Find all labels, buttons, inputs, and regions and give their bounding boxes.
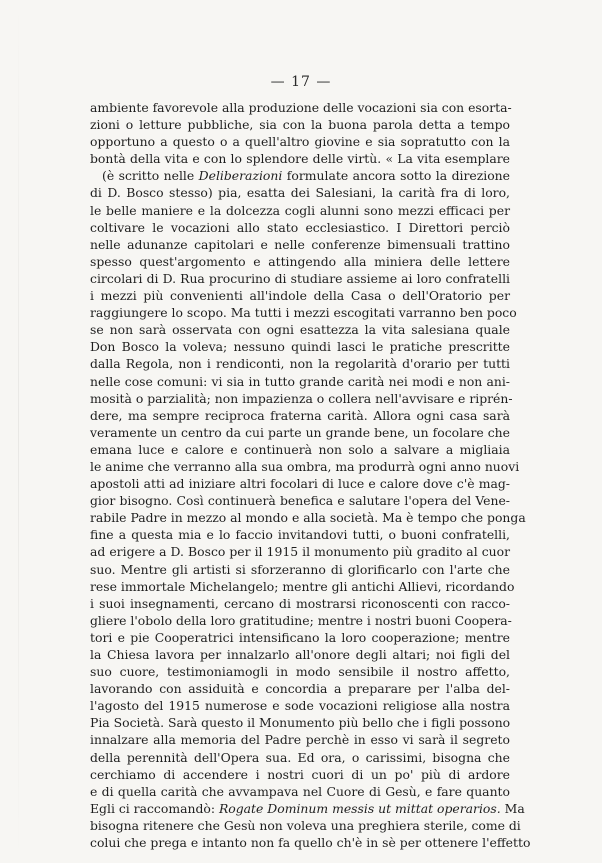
text-line: l'agosto del 1915 numerose e sode vocazioni religiose alla nostra [90,698,510,714]
page-edge-shadow [18,0,19,863]
text-line: zioni o letture pubbliche, sia con la buona parola detta a tempo [90,117,510,133]
text-line: spesso quest'argomento e attingendo alla miniera delle lettere [90,253,510,269]
text-line: della perennità dell'Opera sua. Ed ora, o carissimi, bisogna che [90,749,510,765]
text-line: i mezzi più convenienti all'indole della Casa o dell'Oratorio per [90,288,510,304]
text-line: la Chiesa lavora per innalzarlo all'onore degli altari; noi figli del [90,647,510,662]
text-line: di D. Bosco stesso) pia, esatta dei Salesiani, la carità fra di loro, [90,185,510,201]
text-line: Pia Società. Sarà questo il Monumento più bello che i figli possono [90,715,511,731]
text-line: gior bisogno. Così continuerà benefica e salutare l'opera del Vene- [90,493,510,509]
text-line: bisogna ritenere che Gesù non voleva una preghiera sterile, come di [90,817,521,833]
text-line: bontà della vita e con lo splendore delle virtù. « La vita esemplare [90,151,510,167]
text-line: fine a questa mia e lo faccio invitandovi tutti, o buoni confratelli, [90,527,510,543]
text-line: se non sarà osservata con ogni esattezza la vita salesiana quale [90,322,510,338]
text-line: ad erigere a D. Bosco per il 1915 il monumento più gradito al cuor [90,544,510,560]
text-line: le belle maniere e la dolcezza cogli alunni sono mezzi efficaci per [90,202,510,218]
text-line: innalzare alla memoria del Padre perchè in esso vi sarà il segreto [90,732,510,748]
text-line: le anime che verranno alla sua ombra, ma produrrà ogni anno nuovi [90,458,520,474]
text-line: cerchiamo di accendere i nostri cuori di un po' più di ardore [90,766,510,782]
text-line: dere, ma sempre reciproca fraterna carità. Allora ogni casa sarà [90,407,510,423]
body-text [90,99,531,851]
text-line: circolari di D. Rua procurino di studiare assieme ai loro confratelli [90,270,510,286]
text-line: apostoli atti ad iniziare altri focolari di luce e calore dove c'è mag- [90,476,510,492]
text-line: mosità o parzialità; non impazienza o collera nell'avvisare e riprén- [90,390,513,406]
text-line: tori e pie Cooperatrici intensificano la loro cooperazione; mentre [90,629,510,645]
text-line: colui che prega e intanto non fa quello ch'è in sè per ottenere l'effetto [90,835,531,851]
page-number: — 17 — [270,74,332,90]
text-line: raggiungere lo scopo. Ma tutti i mezzi escogitati varranno ben poco [90,305,517,321]
text-line: ambiente favorevole alla produzione delle vocazioni sia con esorta- [90,100,512,115]
text-line: lavorando con assiduità e concordia a preparare per l'alba del- [90,681,510,697]
text-line: nelle cose comuni: vi sia in tutto grande carità nei modi e non ani- [90,373,510,389]
text-line: Don Bosco la voleva; nessuno quindi lasci le pratiche prescritte [90,339,510,355]
text-line: emana luce e calore e continuerà non solo a salvare a migliaia [90,441,510,457]
text-line: suo cuore, testimoniamogli in modo sensibile il nostro affetto, [90,664,510,680]
text-line: suo. Mentre gli artisti si sforzeranno di glorificarlo con l'arte che [90,561,510,577]
text-line: rese immortale Michelangelo; mentre gli antichi Allievi, ricordando [90,578,515,594]
italic-text: Rogate Dominum messis ut mittat operarios. [218,800,501,816]
italic-text: Deliberazioni [198,168,283,184]
text-line: opportuno a questo o a quell'altro giovine e sia sopratutto con la [90,134,510,150]
text-line: rabile Padre in mezzo al mondo e alla società. Ma è tempo che ponga [90,510,526,526]
text-line: Egli ci raccomandò: Rogate Dominum messis ut mittat operarios. Ma [90,800,525,816]
text-line: nelle adunanze capitolari e nelle conferenze bimensuali trattino [90,236,510,252]
text-line: dalla Regola, non i rendiconti, non la regolarità d'orario per tutti [90,356,510,372]
text-line: e di quella carità che avvampava nel Cuore di Gesù, e fare quanto [90,783,510,799]
text-line: veramente un centro da cui parte un grande bene, un focolare che [90,424,510,440]
text-line: gliere l'obolo della loro gratitudine; mentre i nostri buoni Coopera- [90,612,512,628]
text-line: coltivare le vocazioni allo stato ecclesiastico. I Direttori perciò [90,219,510,235]
text-line: i suoi insegnamenti, cercano di mostrarsi riconoscenti con racco- [90,595,510,611]
text-line: (è scritto nelle Deliberazioni formulate ancora sotto la direzione [102,168,510,184]
